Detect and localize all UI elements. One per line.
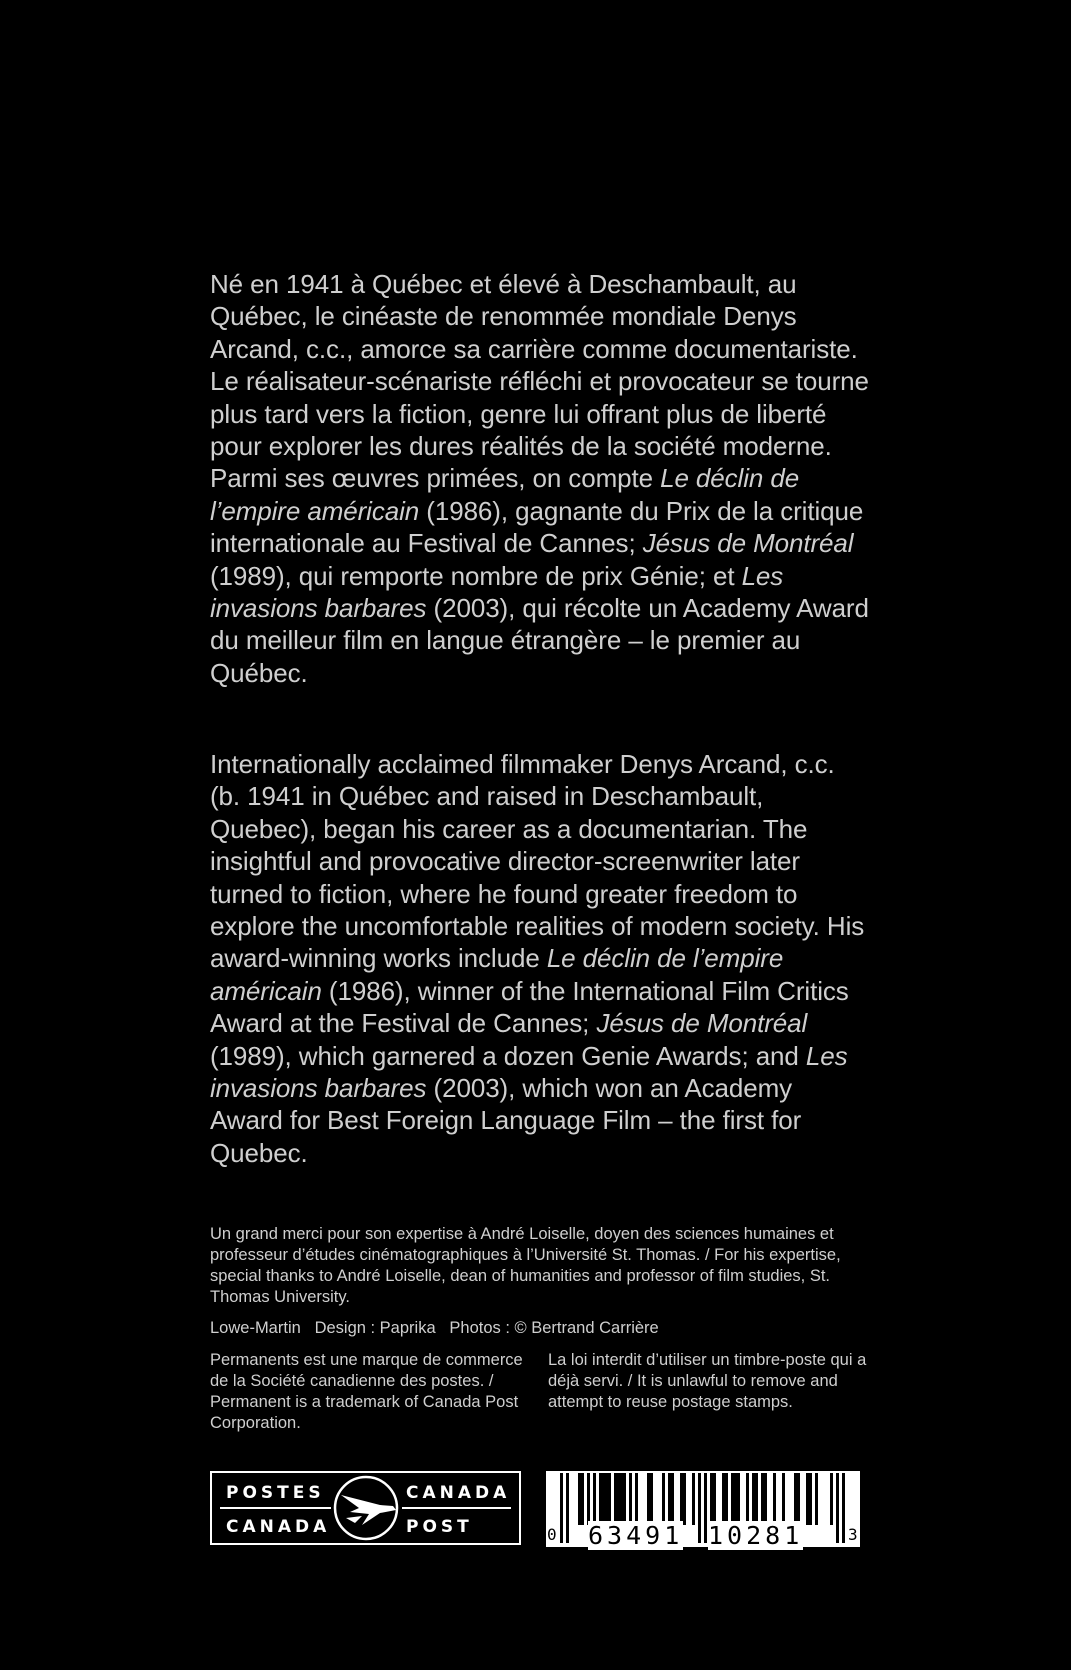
- barcode-bar: [806, 1473, 809, 1525]
- film-title: Jésus de Montréal: [642, 528, 854, 559]
- barcode-bar: [692, 1473, 695, 1525]
- barcode-bar: [650, 1473, 653, 1525]
- film-title: Les invasions barbares: [210, 1040, 848, 1104]
- barcode-bar: [671, 1473, 674, 1525]
- barcode-bar: [713, 1473, 716, 1525]
- barcode-bar: [794, 1473, 797, 1525]
- barcode-bar: [614, 1473, 617, 1525]
- film-title: Le déclin de l’empire américain: [210, 943, 784, 1006]
- barcode-bar: [797, 1473, 800, 1525]
- bio-english: [210, 748, 870, 1169]
- barcode-bar: [782, 1473, 785, 1525]
- barcode-guard-bar: [842, 1473, 845, 1543]
- upc-barcode: [546, 1471, 860, 1550]
- canada-post-eagle-icon: [335, 1477, 397, 1539]
- barcode-bar: [815, 1473, 818, 1525]
- barcode-bar: [764, 1473, 767, 1525]
- acknowledgement-note: Un grand merci pour son expertise à André Loiselle, doyen des sciences humaines et professeur d’études cinématographiques à l’Université St. Thomas. / For his expertise, special thanks to André Loiselle, dean of humanities and professor of film studies, St. Thomas University.: [210, 1225, 841, 1306]
- printer-credit: Lowe-Martin: [210, 1319, 301, 1337]
- barcode-bar: [608, 1473, 611, 1525]
- barcode-guard-bar: [704, 1473, 707, 1543]
- barcode-bar: [617, 1473, 620, 1525]
- barcode-bar: [761, 1473, 764, 1525]
- logo-text-canada-en: CANADA: [406, 1483, 511, 1503]
- barcode-bar: [773, 1473, 776, 1525]
- bio-french: [210, 268, 870, 689]
- photo-credit: Photos : © Bertrand Carrière: [449, 1319, 659, 1337]
- film-title: Les invasions barbares: [210, 560, 784, 624]
- barcode-bar: [755, 1473, 758, 1525]
- bio-english-paragraph: Internationally acclaimed filmmaker Denys Arcand, c.c. (b. 1941 in Québec and raised in Deschambault, Quebec), began his career as a documentarian. The insightful and provocative director-screenwriter later turned to fiction, where he found greater freedom to explore the uncomfortable realities of modern society. His award-winning works include Le déclin de l’empire américain (1986), winner of the International Film Critics Award at the Festival de Cannes; Jésus de Montréal (1989), which garnered a dozen Genie Awards; and Les invasions barbares (2003), which won an Academy Award for Best Foreign Language Film – the first for Quebec.: [210, 749, 865, 1168]
- barcode-bar: [725, 1473, 728, 1525]
- logo-text-postes: POSTES: [226, 1483, 325, 1503]
- barcode-bar: [635, 1473, 638, 1525]
- barcode-guard-bar: [560, 1473, 563, 1543]
- film-title: Jésus de Montréal: [596, 1008, 808, 1039]
- barcode-bar: [683, 1473, 686, 1525]
- barcode-bar: [620, 1473, 623, 1525]
- barcode-guard-bar: [698, 1473, 701, 1543]
- barcode-bar: [623, 1473, 626, 1525]
- barcode-first-digit: 0: [547, 1525, 557, 1544]
- barcode-bar: [593, 1473, 596, 1525]
- barcode-check-digit: 3: [848, 1525, 858, 1544]
- barcode-bar: [602, 1473, 605, 1525]
- canada-post-logo: [210, 1471, 521, 1545]
- barcode-bar: [809, 1473, 812, 1525]
- credits-line: [210, 1318, 870, 1339]
- bio-french-paragraph: Né en 1941 à Québec et élevé à Deschambault, au Québec, le cinéaste de renommée mondiale Denys Arcand, c.c., amorce sa carrière comme documentariste. Le réalisateur-scénariste réfléchi et provocateur se tourne plus tard vers la fiction, genre lui offrant plus de liberté pour explorer les dures réalités de la société moderne. Parmi ses œuvres primées, on compte Le déclin de l’empire américain (1986), gagnante du Prix de la critique internationale au Festival de Cannes; Jésus de Montréal (1989), qui remporte nombre de prix Génie; et Les invasions barbares (2003), qui récolte un Academy Award du meilleur film en langue étrangère – le premier au Québec.: [210, 269, 869, 688]
- barcode-bar: [647, 1473, 650, 1525]
- barcode-bar: [710, 1473, 713, 1525]
- reuse-law-note: La loi interdit d’utiliser un timbre-poste qui a déjà servi. / It is unlawful to remove and attempt to reuse postage stamps.: [548, 1351, 867, 1411]
- barcode-guard-bar: [836, 1473, 839, 1543]
- barcode-bar: [731, 1473, 734, 1525]
- barcode-bar: [605, 1473, 608, 1525]
- film-title: Le déclin de l’empire américain: [210, 463, 800, 526]
- trademark-note: Permanents est une marque de commerce de la Société canadienne des postes. / Permanent is a trademark of Canada Post Corporation.: [210, 1351, 523, 1432]
- logo-text-post: POST: [406, 1517, 473, 1537]
- barcode-bar: [722, 1473, 725, 1525]
- barcode-left-digits: 63491: [588, 1521, 684, 1550]
- barcode-bar: [734, 1473, 737, 1525]
- logo-text-canada: CANADA: [226, 1517, 331, 1537]
- barcode-bar: [599, 1473, 602, 1525]
- barcode-bar: [737, 1473, 740, 1525]
- barcode-guard-bar: [566, 1473, 569, 1543]
- barcode-bar: [830, 1473, 833, 1525]
- barcode-bar: [662, 1473, 665, 1525]
- barcode-bar: [581, 1473, 584, 1525]
- barcode-bar: [746, 1473, 749, 1525]
- barcode-bar: [629, 1473, 632, 1525]
- barcode-bar: [680, 1473, 683, 1525]
- barcode-bar: [668, 1473, 671, 1525]
- barcode-bar: [752, 1473, 755, 1525]
- barcode-right-digits: 10281: [708, 1521, 804, 1550]
- barcode-bar: [587, 1473, 590, 1525]
- barcode-bar: [578, 1473, 581, 1525]
- design-credit: Design : Paprika: [314, 1319, 436, 1337]
